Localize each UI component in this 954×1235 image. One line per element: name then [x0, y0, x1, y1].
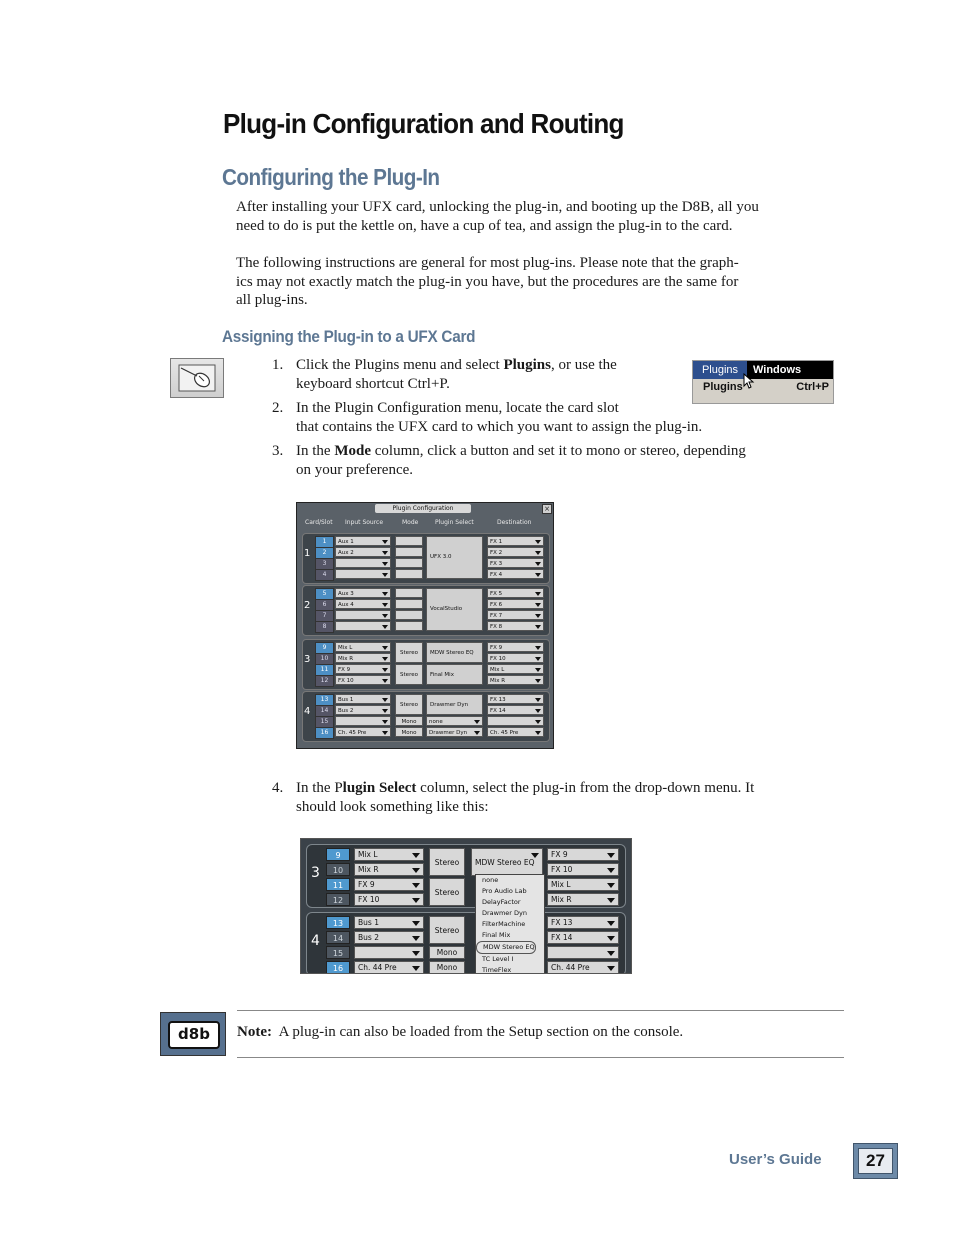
card-slot-1: 1 1 2 3 4 Aux 1 Aux 2 UFX 3.0 FX 1 FX 2 FX 3 FX 4 — [302, 533, 550, 584]
page-number: 27 — [858, 1148, 893, 1174]
menu-plugins: Plugins — [693, 361, 747, 379]
menu-option: DelayFactor — [482, 898, 521, 906]
menu-option: Pro Audio Lab — [482, 887, 527, 895]
close-icon: × — [542, 504, 552, 514]
menu-option: FilterMachine — [482, 920, 526, 928]
menu-option: Final Mix — [482, 931, 511, 939]
plugins-menu-screenshot — [692, 360, 834, 404]
menu-option: TC Level I — [482, 955, 514, 963]
step-2: In the Plugin Configuration menu, locate the card slot that contains the UFX card to which you want to assign the plug-in. — [296, 400, 703, 435]
plugin-dropdown-menu — [475, 874, 545, 974]
mouse-icon — [170, 358, 224, 398]
step-3: In the Mode column, click a button and set it to mono or stereo, depending on your preference. — [296, 443, 746, 478]
menu-windows: Windows — [753, 364, 802, 376]
page-number-box — [853, 1143, 898, 1179]
footer-label: User’s Guide — [729, 1151, 822, 1168]
menu-option-selected: MDW Stereo EQ — [476, 941, 536, 954]
plugin-select-screenshot — [300, 838, 632, 974]
note-icon: d8b — [160, 1012, 226, 1056]
menu-option: none — [482, 876, 499, 884]
card-slot-2: 2 5 6 7 8 Aux 3 Aux 4 VocalStudio FX 5 FX 6 FX 7 FX 8 — [302, 585, 550, 636]
plugin-config-columns: Card/Slot Input Source Mode Plugin Select Destination — [305, 519, 532, 526]
step-1: Click the Plugins menu and select Plugins, or use the keyboard shortcut Ctrl+P. — [296, 357, 617, 392]
menu-option: Drawmer Dyn — [482, 909, 528, 917]
note-rule-bottom — [237, 1057, 844, 1058]
note-text: Note: A plug-in can also be loaded from the Setup section on the console. — [237, 1024, 684, 1040]
cursor-icon — [743, 373, 755, 389]
menu-shortcut: Ctrl+P — [796, 381, 829, 393]
menu-item-plugins: Plugins — [703, 381, 743, 393]
subsection-heading: Assigning the Plug-in to a UFX Card — [222, 327, 476, 346]
section-heading: Configuring the Plug-In — [222, 164, 440, 190]
instructions-paragraph: The following instructions are general for most plug-ins. Please note that the graph- ics may not exactly match the plug-in you have, but the procedures are the same for all plug-ins. — [236, 255, 739, 308]
step-4: In the Plugin Select column, select the plug-in from the drop-down menu. It should look something like this: — [296, 780, 755, 815]
plugin-configuration-screenshot — [296, 502, 554, 749]
card-slot-3: 3 9 10 11 12 Mix L Mix R FX 9 FX 10 Stereo Stereo MDW Stereo EQ Final Mix FX 9 FX 10 Mix L Mix R — [302, 639, 550, 690]
zoom-slot-3: 3 9 10 11 12 Mix L Mix R FX 9 FX 10 Stereo Stereo MDW Stereo EQ FX 9 FX 10 Mix L Mix R — [306, 844, 626, 908]
card-slot-4: 4 13 14 15 16 Bus 1 Bus 2 Ch. 45 Pre Stereo Mono Mono Drawmer Dyn none Drawmer Dyn FX 13 FX 14 Ch. 45 Pre — [302, 691, 550, 742]
zoom-slot-4: 4 13 14 15 16 Bus 1 Bus 2 Ch. 44 Pre Stereo Mono Mono FX 13 FX 14 Ch. 44 Pre — [306, 912, 626, 974]
page-title: Plug-in Configuration and Routing — [223, 108, 624, 139]
note-rule-top — [237, 1010, 844, 1011]
plugin-config-title: Plugin Configuration — [375, 504, 471, 513]
menu-option: TimeFlex — [482, 966, 512, 974]
intro-paragraph: After installing your UFX card, unlocking the plug-in, and booting up the D8B, all you need to do is put the kettle on, have a cup of tea, and assign the plug-in to the card. — [236, 199, 759, 234]
